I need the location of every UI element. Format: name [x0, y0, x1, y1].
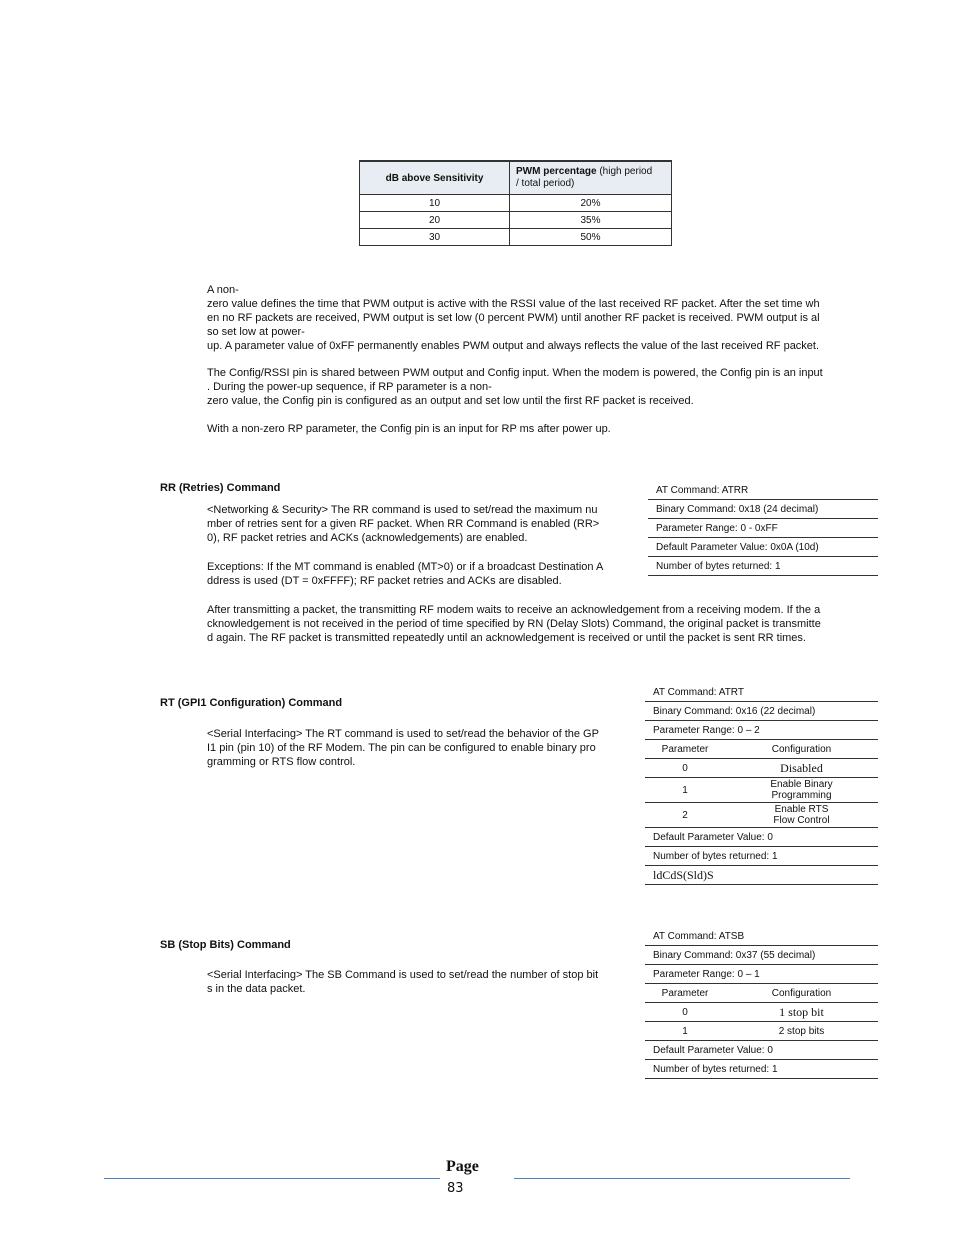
parameter-range: Parameter Range: 0 – 2 [645, 721, 878, 740]
pwm-table [359, 160, 672, 246]
option-row: 1 2 stop bits [645, 1022, 878, 1041]
intro-paragraph-1: A non- zero value defines the time that PWM output is active with the RSSI value of the last received RF packet. After the set time wh en no RF packets are received, PWM output is set low (0 percent PWM) until another RF packet is received. PWM output is al so set low at power- up. A parameter value of 0xFF permanently enables PWM output and always reflects the value of the last received RF packet. [207, 284, 820, 352]
binary-command: Binary Command: 0x37 (55 decimal) [645, 946, 878, 965]
rr-exceptions: Exceptions: If the MT command is enabled (MT>0) or if a broadcast Destination A ddress is used (DT = 0xFFFF); RF packet retries and ACKs are disabled. [207, 561, 604, 587]
parameter-range: Parameter Range: 0 - 0xFF [648, 519, 878, 538]
bytes-returned: Number of bytes returned: 1 [645, 1060, 878, 1079]
default-value: Default Parameter Value: 0x0A (10d) [648, 538, 878, 557]
bytes-returned: Number of bytes returned: 1 [648, 557, 878, 576]
table-row: 20 35% [360, 212, 672, 229]
options-header: Parameter Configuration [645, 984, 878, 1003]
option-row: 1 Enable Binary Programming [645, 778, 878, 803]
page-number: 83 [447, 1181, 464, 1196]
at-command: AT Command: ATRR [648, 481, 878, 500]
pwm-header-db: dB above Sensitivity [360, 161, 510, 195]
sb-description: <Serial Interfacing> The SB Command is used to set/read the number of stop bit s in the data packet. [207, 969, 599, 995]
extra-note: ldCdS(Sld)S [645, 866, 878, 885]
binary-command: Binary Command: 0x18 (24 decimal) [648, 500, 878, 519]
option-row: 0 Disabled [645, 759, 878, 778]
intro-paragraph-2: The Config/RSSI pin is shared between PWM output and Config input. When the modem is powered, the Config pin is an input . During the power-up sequence, if RP parameter is a non- zero value, the Config pin is configured as an output and set low until the first RF packet is received. [207, 367, 823, 407]
table-row: 30 50% [360, 229, 672, 246]
option-row: 0 1 stop bit [645, 1003, 878, 1022]
rr-spec-box [648, 481, 878, 576]
at-command: AT Command: ATRT [645, 683, 878, 702]
rt-description: <Serial Interfacing> The RT command is used to set/read the behavior of the GP I1 pin (pin 10) of the RF Modem. The pin can be configured to enable binary pro gramming or RTS flow control. [207, 728, 599, 768]
at-command: AT Command: ATSB [645, 927, 878, 946]
default-value: Default Parameter Value: 0 [645, 828, 878, 847]
bytes-returned: Number of bytes returned: 1 [645, 847, 878, 866]
table-row: 10 20% [360, 195, 672, 212]
rr-retransmit-text: After transmitting a packet, the transmitting RF modem waits to receive an acknowledgement from a receiving modem. If the a cknowledgement is not received in the period of time specified by RN (Delay Slots) Command, the original packet is transmitte d again. The RF packet is transmitted repeatedly until an acknowledgement is received or until the packet is sent RR times. [207, 604, 821, 644]
option-row: 2 Enable RTS Flow Control [645, 803, 878, 828]
rr-heading: RR (Retries) Command [160, 482, 281, 494]
sb-spec-box [645, 927, 878, 1079]
binary-command: Binary Command: 0x16 (22 decimal) [645, 702, 878, 721]
rt-heading: RT (GPI1 Configuration) Command [160, 697, 343, 709]
footer-rule-right [514, 1178, 850, 1179]
options-header: Parameter Configuration [645, 740, 878, 759]
pwm-header-percent: PWM percentage (high period / total period) [510, 161, 672, 195]
parameter-range: Parameter Range: 0 – 1 [645, 965, 878, 984]
footer-rule-left [104, 1178, 440, 1179]
page-label: Page [446, 1158, 479, 1175]
rr-description: <Networking & Security> The RR command is used to set/read the maximum nu mber of retries sent for a given RF packet. When RR Command is enabled (RR> 0), RF packet retries and ACKs (acknowledgements) are enabled. [207, 504, 600, 544]
intro-paragraph-3: With a non-zero RP parameter, the Config pin is an input for RP ms after power up. [207, 423, 611, 435]
sb-heading: SB (Stop Bits) Command [160, 939, 291, 951]
rt-spec-box [645, 683, 878, 885]
default-value: Default Parameter Value: 0 [645, 1041, 878, 1060]
